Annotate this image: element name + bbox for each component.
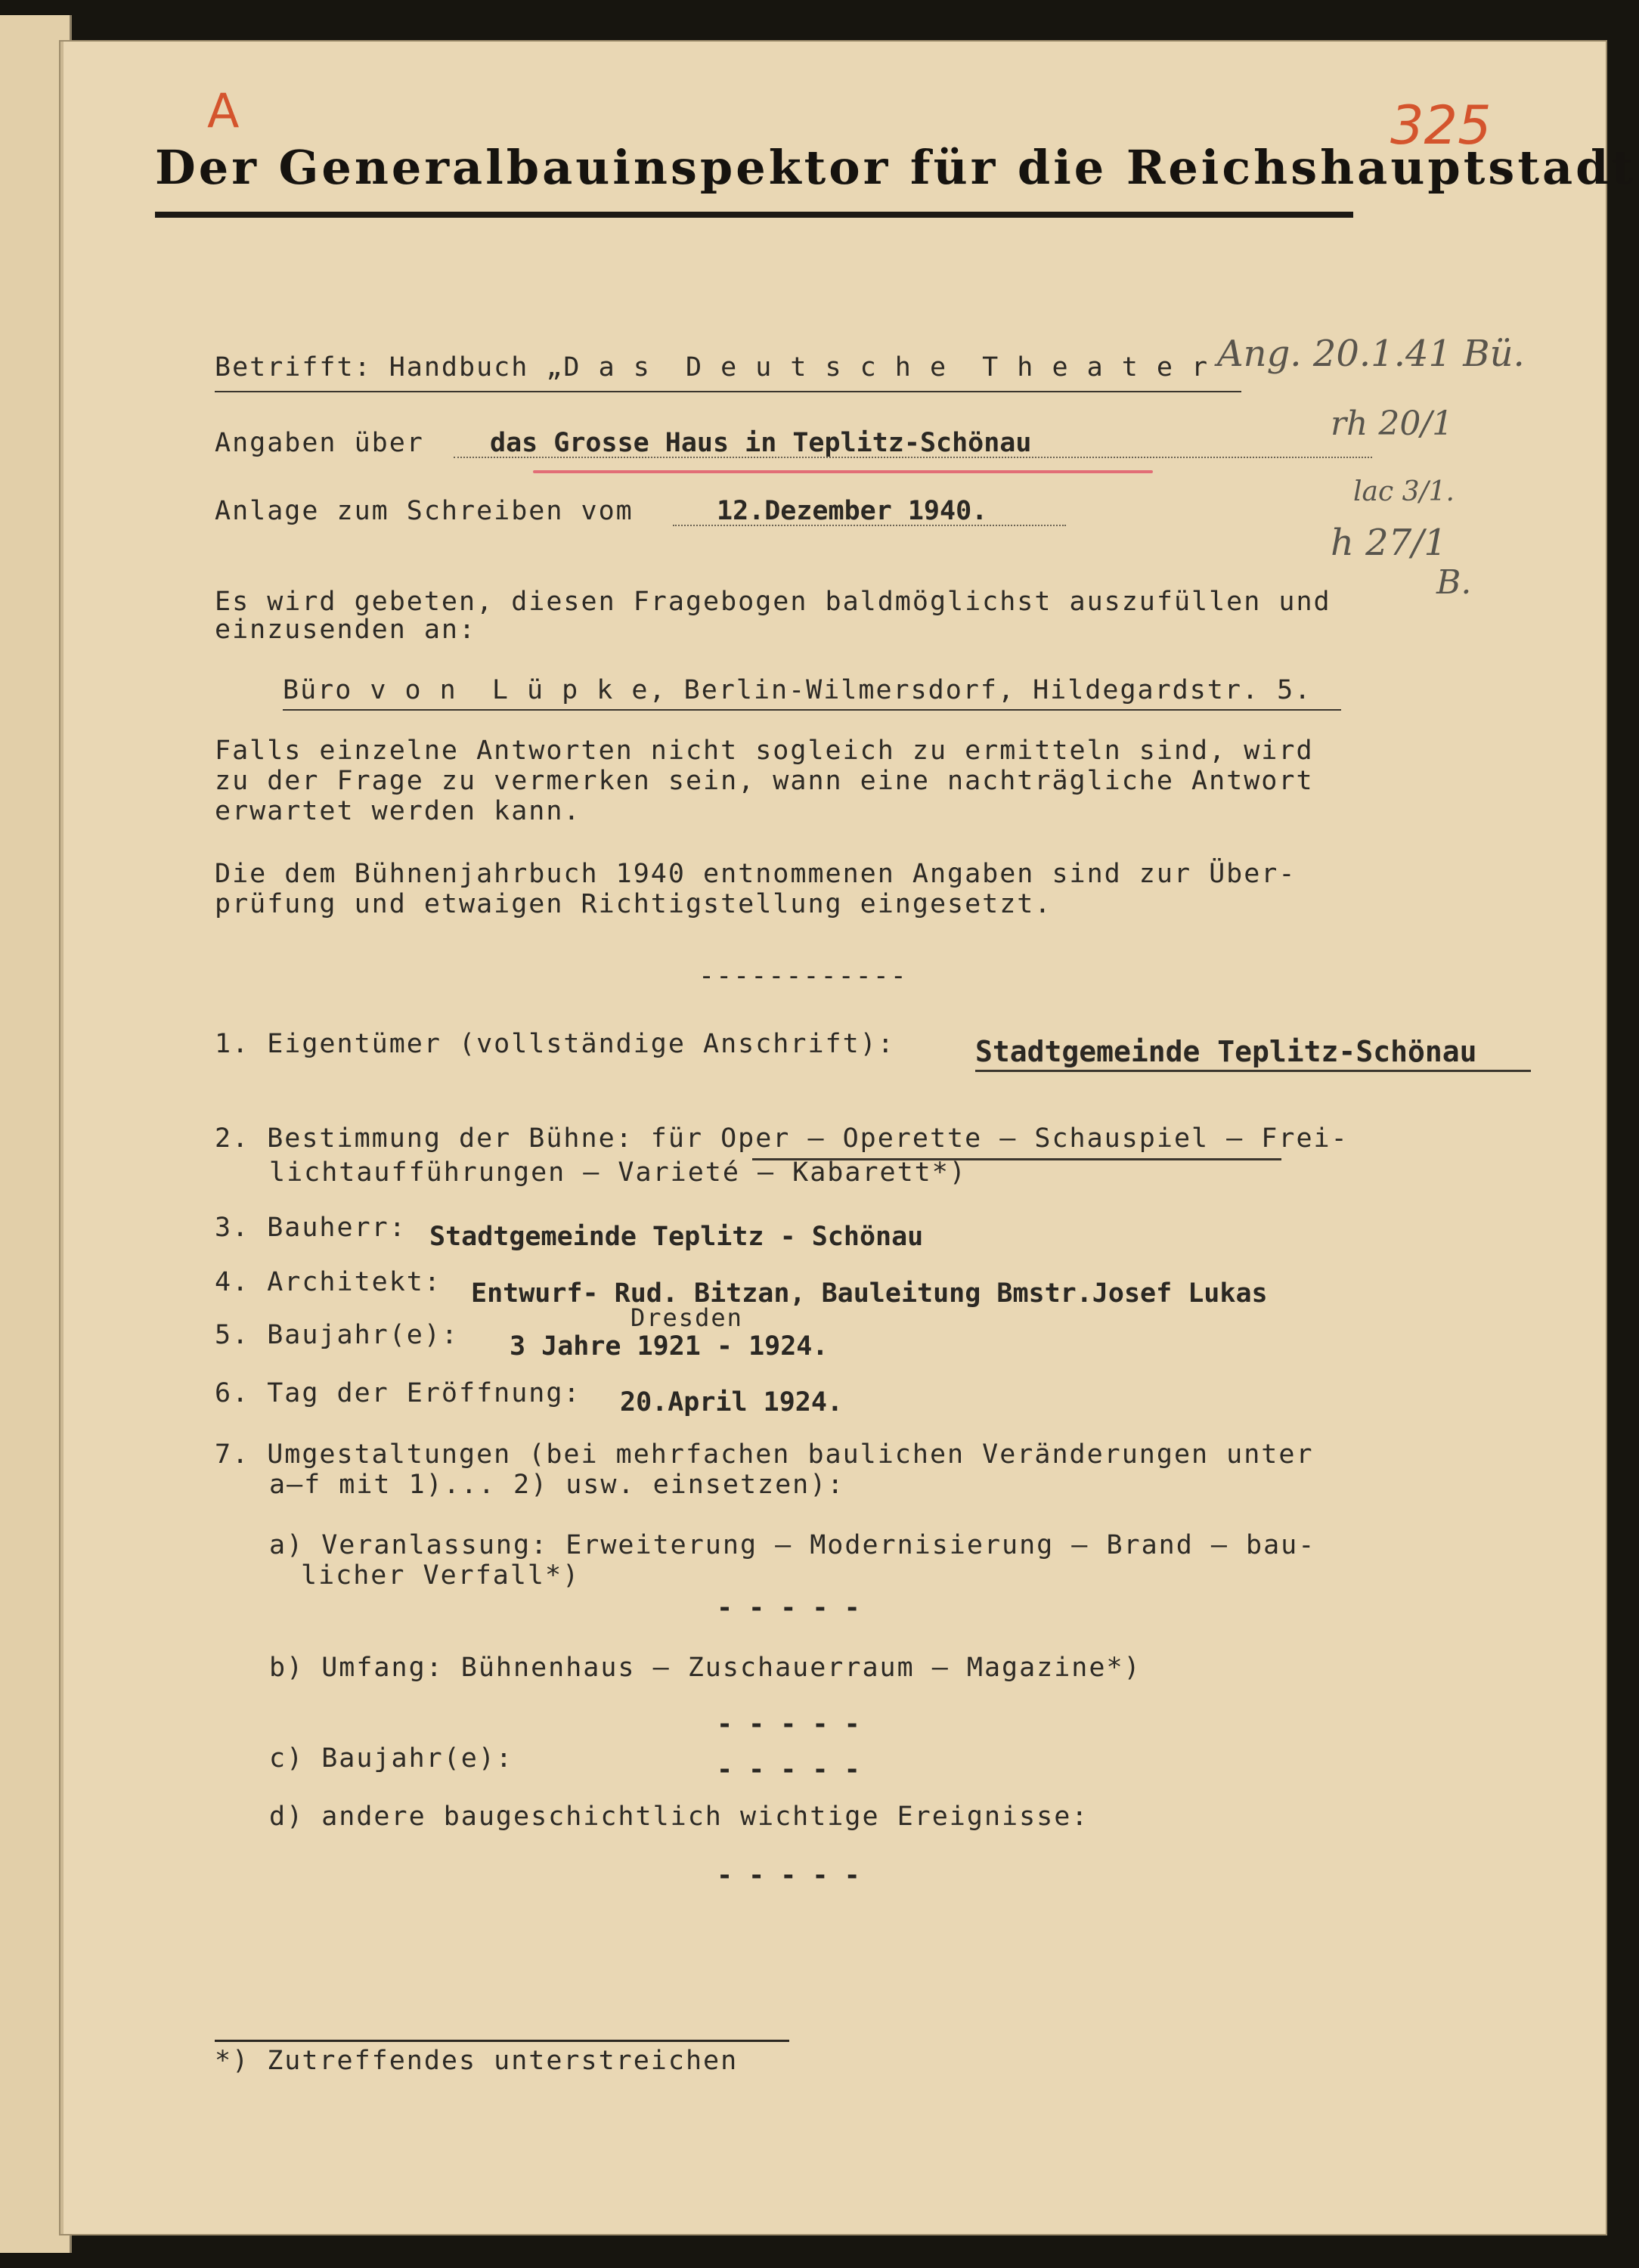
q2-line-2: lichtaufführungen — Varieté — Kabarett*)	[269, 1157, 967, 1188]
q7a-line-1: a) Veranlassung: Erweiterung — Modernisierung — Brand — bau-	[269, 1530, 1316, 1560]
red-page-number: 325	[1390, 94, 1492, 156]
footnote: *) Zutreffendes unterstreichen	[215, 2046, 739, 2076]
q6-value: 20.April 1924.	[620, 1387, 844, 1418]
q1-underline	[975, 1070, 1531, 1072]
anlage-label: Anlage zum Schreiben vom	[215, 496, 634, 526]
q3-label: 3. Bauherr:	[215, 1213, 407, 1243]
ink-note-1: rh 20/1	[1331, 404, 1454, 443]
anlage-value: 12.Dezember 1940.	[717, 496, 988, 526]
angaben-value: das Grosse Haus in Teplitz-Schönau	[490, 428, 1032, 458]
letterhead-rule	[155, 212, 1353, 218]
red-annotation-letter: A	[207, 83, 240, 138]
q4-sub: Dresden	[631, 1303, 743, 1332]
section-separator: ------------	[699, 961, 908, 991]
address-line: Büro v o n L ü p k e, Berlin-Wilmersdorf, Hildegardstr. 5.	[283, 675, 1312, 705]
betrifft-underline	[215, 391, 1241, 392]
address-underline	[283, 709, 1341, 711]
q7a-dash-mark: - - - - -	[717, 1593, 860, 1623]
betrifft-line: Betrifft: Handbuch „D a s D e u t s c h e T h e a t e r	[215, 352, 1210, 383]
q7c-dash-mark: - - - - -	[717, 1755, 860, 1785]
intro-paragraph-3-line-2: prüfung und etwaigen Richtigstellung eingesetzt.	[215, 889, 1052, 919]
intro-paragraph-2-line-2: zu der Frage zu vermerken sein, wann eine nachträgliche Antwort	[215, 766, 1314, 796]
intro-paragraph-2-line-3: erwartet werden kann.	[215, 796, 581, 826]
q1-value: Stadtgemeinde Teplitz-Schönau	[975, 1035, 1477, 1068]
q7-line-1: 7. Umgestaltungen (bei mehrfachen baulichen Veränderungen unter	[215, 1439, 1314, 1470]
q7c-line: c) Baujahr(e):	[269, 1743, 514, 1774]
angaben-label: Angaben über	[215, 428, 424, 458]
q7-line-2: a—f mit 1)... 2) usw. einsetzen):	[269, 1470, 845, 1500]
q4-label: 4. Architekt:	[215, 1267, 442, 1297]
q2-line-1: 2. Bestimmung der Bühne: für Oper — Operette — Schauspiel — Frei-	[215, 1123, 1349, 1154]
pencil-receipt-note: Ang. 20.1.41 Bü.	[1217, 333, 1525, 375]
footnote-rule	[215, 2040, 789, 2042]
ink-note-2: lac 3/1.	[1353, 476, 1455, 507]
q7b-dash-mark: - - - - -	[717, 1709, 860, 1740]
q5-label: 5. Baujahr(e):	[215, 1320, 460, 1350]
q6-label: 6. Tag der Eröffnung:	[215, 1378, 581, 1408]
q7d-dash-mark: - - - - -	[717, 1861, 860, 1891]
q1-label: 1. Eigentümer (vollständige Anschrift):	[215, 1029, 895, 1059]
red-underline-angaben	[533, 470, 1153, 473]
ink-note-4: B.	[1436, 563, 1472, 602]
letterhead-title: Der Generalbauinspektor für die Reichshauptstadt	[155, 140, 1637, 195]
intro-paragraph-2-line-1: Falls einzelne Antworten nicht sogleich zu ermitteln sind, wird	[215, 736, 1314, 766]
ink-note-3: h 27/1	[1331, 522, 1447, 564]
q3-value: Stadtgemeinde Teplitz - Schönau	[429, 1222, 924, 1252]
q7a-line-2: licher Verfall*)	[301, 1560, 581, 1591]
intro-paragraph-1-line-1: Es wird gebeten, diesen Fragebogen baldmöglichst auszufüllen und	[215, 587, 1331, 617]
intro-paragraph-3-line-1: Die dem Bühnenjahrbuch 1940 entnommenen Angaben sind zur Über-	[215, 859, 1297, 889]
q7b-line: b) Umfang: Bühnenhaus — Zuschauerraum — Magazine*)	[269, 1653, 1142, 1683]
q7d-line: d) andere baugeschichtlich wichtige Ereignisse:	[269, 1802, 1089, 1832]
intro-paragraph-1-line-2: einzusenden an:	[215, 615, 477, 645]
q4-value: Entwurf- Rud. Bitzan, Bauleitung Bmstr.Josef Lukas	[471, 1278, 1268, 1309]
q5-value: 3 Jahre 1921 - 1924.	[510, 1331, 829, 1362]
